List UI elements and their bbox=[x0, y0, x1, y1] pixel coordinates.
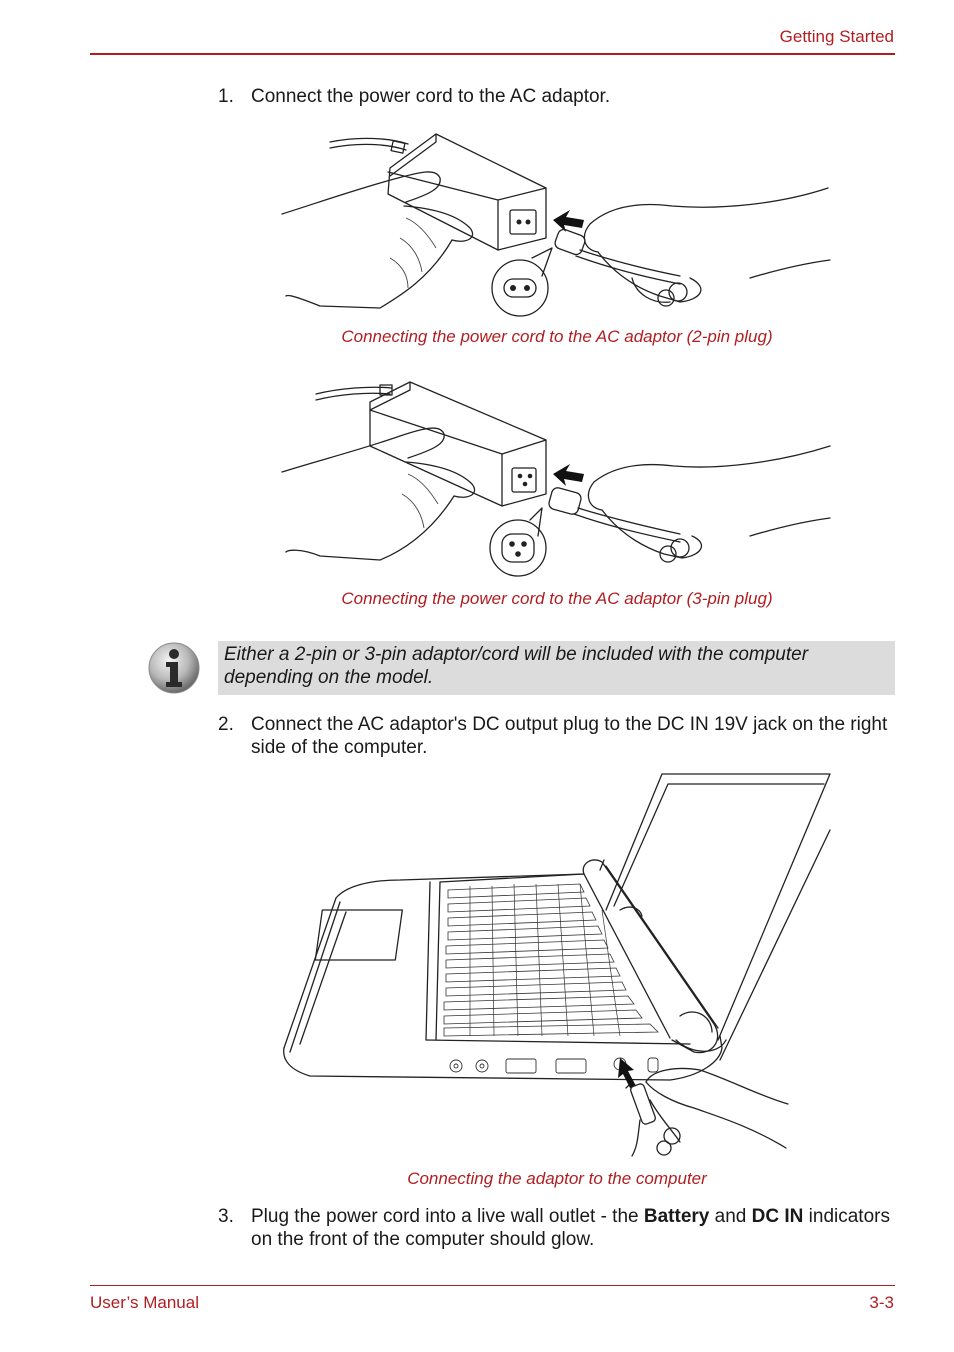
step-text bbox=[251, 1205, 896, 1251]
note-text: Either a 2-pin or 3-pin adaptor/cord will be included with the computer depending on the model. bbox=[224, 644, 809, 688]
figure-1-caption: Connecting the power cord to the AC adaptor (2-pin plug) bbox=[341, 327, 773, 346]
figure-laptop-dc-in bbox=[280, 770, 840, 1160]
step-text-part: indicators on the front of the computer should glow. bbox=[251, 1206, 890, 1250]
footer-rule bbox=[90, 1285, 895, 1286]
header-section-title: Getting Started bbox=[779, 27, 894, 46]
note-box bbox=[218, 641, 895, 695]
step-text-part: Plug the power cord into a live wall outlet - the bbox=[251, 1206, 644, 1227]
step-number: 2. bbox=[218, 714, 234, 735]
figure-ac-adaptor-3pin bbox=[280, 380, 840, 580]
step-text: Connect the power cord to the AC adaptor. bbox=[251, 86, 611, 107]
footer-page-number: 3-3 bbox=[869, 1293, 894, 1312]
figure-ac-adaptor-2pin bbox=[280, 128, 840, 318]
figure-3-caption: Connecting the adaptor to the computer bbox=[407, 1169, 707, 1188]
step-text: Connect the AC adaptor's DC output plug to the DC IN 19V jack on the right side of the computer. bbox=[251, 714, 888, 758]
figure-2-caption: Connecting the power cord to the AC adaptor (3-pin plug) bbox=[341, 589, 773, 608]
info-icon bbox=[147, 641, 201, 695]
footer-manual-title: User’s Manual bbox=[90, 1293, 199, 1312]
dc-in-indicator-label: DC IN bbox=[751, 1206, 804, 1227]
step-number: 3. bbox=[218, 1206, 234, 1227]
header-rule bbox=[90, 53, 895, 55]
battery-indicator-label: Battery bbox=[643, 1206, 710, 1227]
step-number: 1. bbox=[218, 86, 234, 107]
step-text-part: and bbox=[709, 1206, 752, 1227]
